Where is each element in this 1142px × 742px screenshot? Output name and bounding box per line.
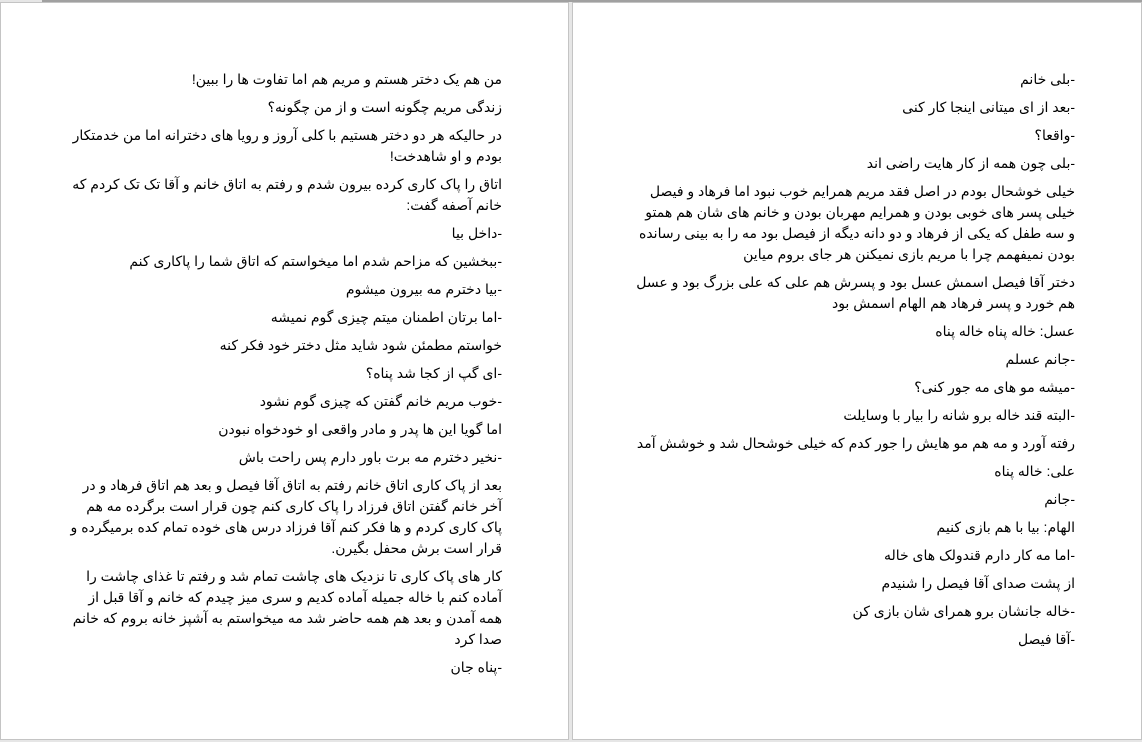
paragraph: -آقا فیصل [1017, 631, 1075, 647]
paragraph: -خاله جانشان برو همرای شان بازی کن [852, 603, 1075, 619]
paragraph: خیلی خوشحال بودم در اصل فقد مریم همرایم خوب نبود اما فرهاد و فیصل خیلی پسر های خوبی بودن و همرایم مهربان بودن و خانم های شان هم همتو و سه طفل که یکی از فرهاد و دو دانه دیگه از فیصل بود مه را به بینی رسانده بودن نمیفهمم چرا با مریم بازی نمیکنن هر جای بروم میاین [639, 183, 1075, 262]
paragraph: -بیا دخترم مه بیرون میشوم [345, 281, 502, 297]
paragraph: الهام: بیا با هم بازی کنیم [936, 519, 1075, 535]
paragraph: -پناه جان [450, 659, 502, 675]
paragraph: -اما برتان اطمنان میتم چیزی گوم نمیشه [270, 309, 502, 325]
paragraph: دختر آقا فیصل اسمش عسل بود و پسرش هم علی که علی بزرگ بود و عسل هم خورد و پسر فرهاد هم الهام اسمش بود [636, 274, 1075, 311]
paragraph: -اما مه کار دارم قندولک های خاله [883, 547, 1075, 563]
paragraph: علی: خاله پناه [994, 463, 1075, 479]
paragraph: -داخل بیا [451, 225, 502, 241]
paragraph: -واقعا؟ [1034, 127, 1075, 143]
paragraph: -بعد از ای میتانی اینجا کار کنی [902, 99, 1075, 115]
paragraph: اتاق را پاک کاری کرده بیرون شدم و رفتم به اتاق خانم و آقا تک تک کردم که خانم آصفه گفت: [72, 176, 502, 213]
paragraph: -ببخشین که مزاحم شدم اما میخواستم که اتاق شما را پاکاری کنم [129, 253, 502, 269]
paragraph: رفته آورد و مه هم مو هایش را جور کدم که خیلی خوشحال شد و خوشش آمد [636, 435, 1075, 451]
document-page-right [572, 2, 1142, 740]
paragraph: -جانم [1044, 491, 1075, 507]
paragraph: خواستم مطمئن شود شاید مثل دختر خود فکر کنه [219, 337, 502, 353]
paragraph: اما گویا این ها پدر و مادر واقعی او خودخواه نبودن [218, 421, 502, 437]
document-page-left [0, 2, 569, 740]
paragraph: بعد از پاک کاری اتاق خانم رفتم به اتاق آقا فیصل و بعد هم اتاق فرهاد و در آخر خانم گفتن اتاق فرزاد را پاک کاری کنم چون قرار است برگرده مه هم پاک کاری کردم و ها فکر کنم آقا فرزاد درس های خوده تمام کده برمیگرده و قرار است برش محفل بگیرن. [70, 477, 502, 556]
paragraph: زندگی مریم چگونه است و از من چگونه؟ [267, 99, 502, 115]
paragraph: -نخیر دخترم مه برت باور دارم پس راحت باش [238, 449, 502, 465]
page-left-text [68, 69, 502, 685]
paragraph: -بلی خانم [1020, 71, 1075, 87]
paragraph: -جانم عسلم [1005, 351, 1075, 367]
paragraph: کار های پاک کاری تا نزدیک های چاشت تمام شد و رفتم تا غذای چاشت را آماده کنم با خاله جمیله آماده کدیم و سری میز چیدم که خانم و آقا قبل از همه آمدن و بعد هم همه حاضر شد مه میخواستم به آشپز خانه بروم که خانم صدا کرد [72, 568, 502, 647]
page-right-text [635, 69, 1075, 657]
paragraph: -البته قند خاله برو شانه را بیار با وسایلت [843, 407, 1075, 423]
paragraph: از پشت صدای آقا فیصل را شنیدم [881, 575, 1075, 591]
paragraph: -ای گپ از کجا شد پناه؟ [365, 365, 502, 381]
paragraph: -خوب مریم خانم گفتن که چیزی گوم نشود [259, 393, 502, 409]
paragraph: در حالیکه هر دو دختر هستیم با کلی آروز و رویا های دخترانه اما من خدمتکار بودم و او شاهدخت! [72, 127, 502, 164]
paragraph: من هم یک دختر هستم و مریم هم اما تفاوت ها را ببین! [191, 71, 502, 87]
paragraph: -میشه مو های مه جور کنی؟ [914, 379, 1075, 395]
paragraph: -بلی چون همه از کار هایت راضی اند [866, 155, 1075, 171]
paragraph: عسل: خاله پناه خاله پناه [935, 323, 1075, 339]
